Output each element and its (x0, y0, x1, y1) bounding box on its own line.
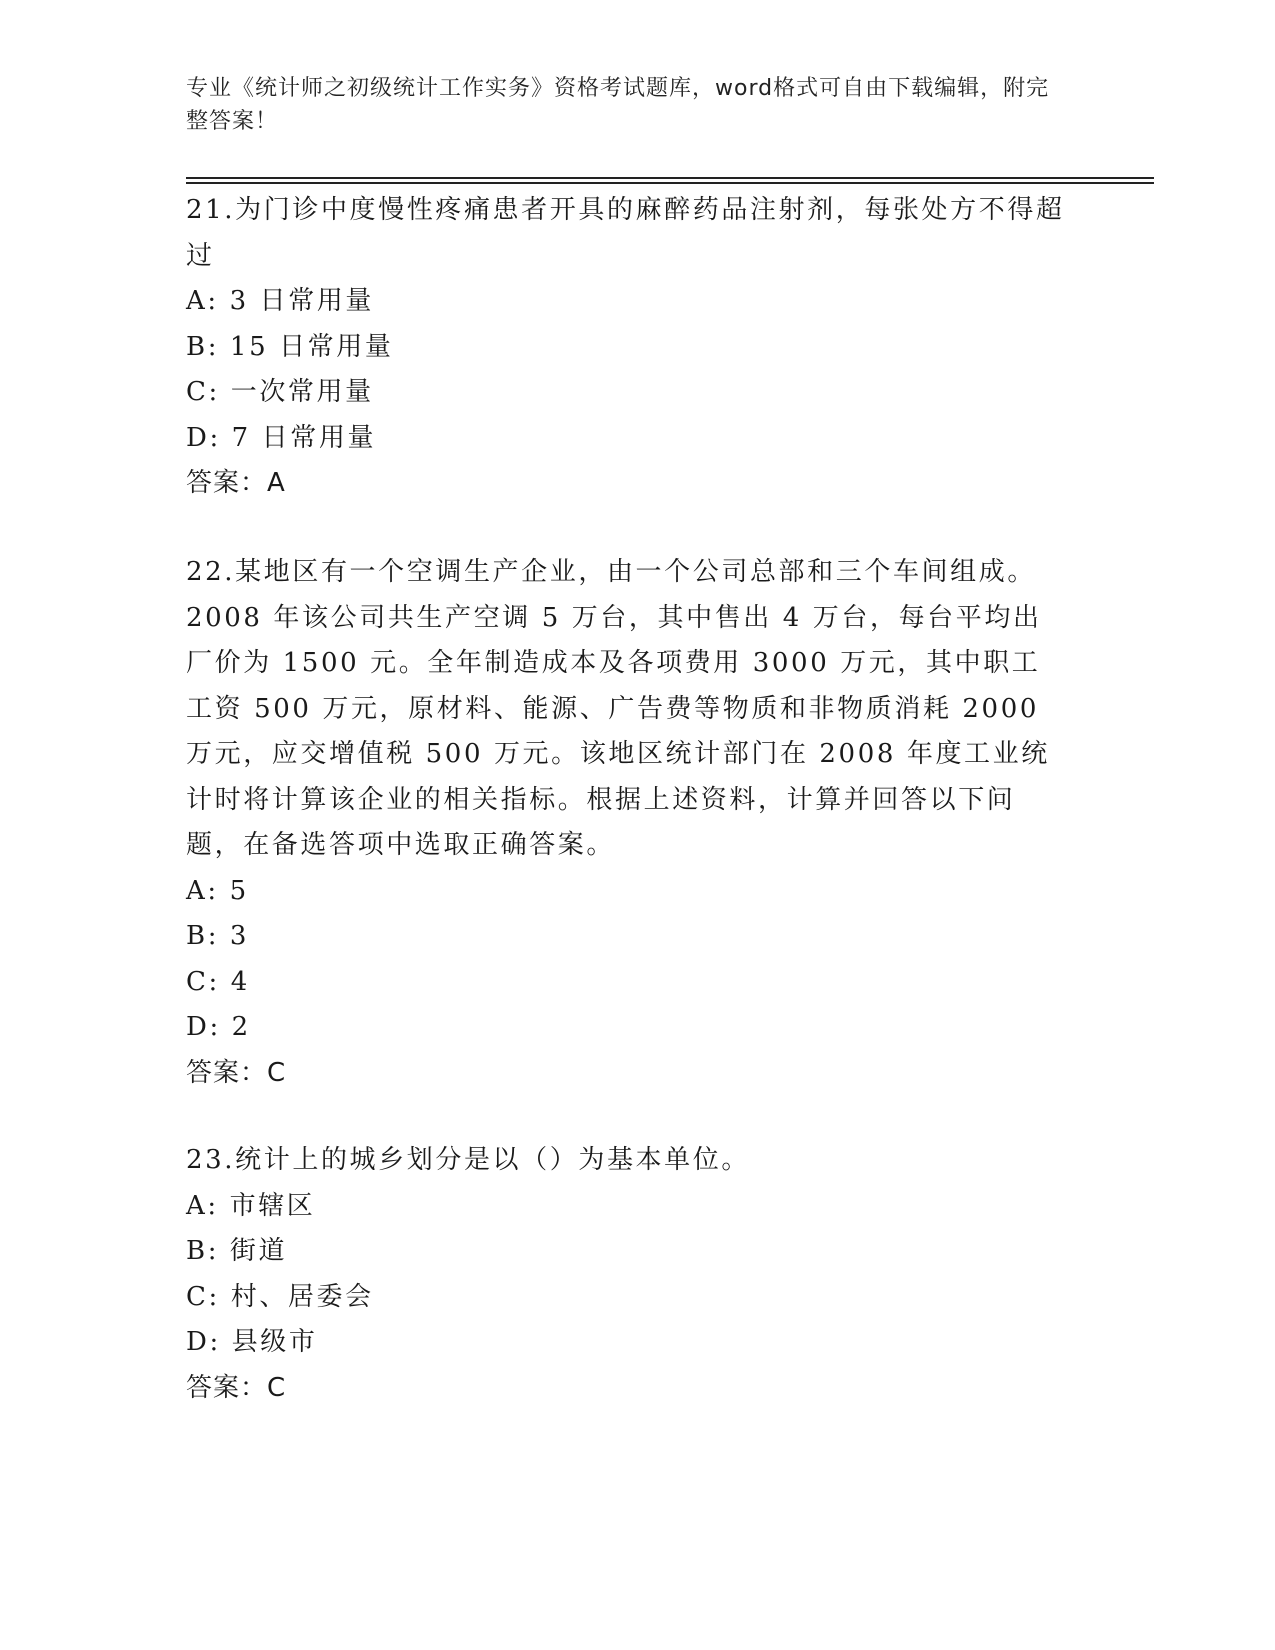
question-stem: 21.为门诊中度慢性疼痛患者开具的麻醉药品注射剂，每张处方不得超过 (186, 195, 1065, 271)
question-23 (186, 1138, 1066, 1411)
option-d: D: 2 (186, 1012, 251, 1042)
header-divider-bottom (186, 182, 1154, 184)
option-b: B: 3 (186, 921, 250, 951)
option-b: B: 15 日常用量 (186, 331, 394, 362)
option-a: A: 3 日常用量 (186, 286, 375, 316)
question-21 (186, 188, 1066, 507)
option-d: D: 县级市 (186, 1327, 318, 1357)
option-a: A: 5 (186, 875, 249, 906)
question-stem: 23.统计上的城乡划分是以（）为基本单位。 (186, 1145, 750, 1175)
option-c: C: 4 (186, 966, 250, 997)
question-22 (186, 550, 1066, 1096)
answer-line: 答案：C (186, 1372, 287, 1403)
option-b: B: 街道 (186, 1236, 288, 1266)
answer-line: 答案：C (186, 1057, 287, 1088)
option-c: C: 一次常用量 (186, 377, 374, 407)
option-a: A: 市辖区 (186, 1190, 316, 1221)
header-divider-top (186, 177, 1154, 179)
option-c: C: 村、居委会 (186, 1281, 374, 1312)
document-header: 专业《统计师之初级统计工作实务》资格考试题库，word格式可自由下载编辑，附完整答案！ (186, 76, 1050, 134)
question-stem: 22.某地区有一个空调生产企业，由一个公司总部和三个车间组成。2008 年该公司共生产空调 5 万台，其中售出 4 万台，每台平均出厂价为 1500 元。全年制造成本及各项费用 3000 万元，其中职工工资 500 万元，原材料、能源、广告费等物质和非物质消耗 2000 万元，应交增值税 500 万元。该地区统计部门在 2008 年度工业统计时将计算该企业的相关指标。根据上述资料，计算并回答以下问题，在备选答项中选取正确答案。 (186, 557, 1050, 860)
option-d: D: 7 日常用量 (186, 422, 377, 453)
answer-line: 答案：A (186, 468, 286, 498)
